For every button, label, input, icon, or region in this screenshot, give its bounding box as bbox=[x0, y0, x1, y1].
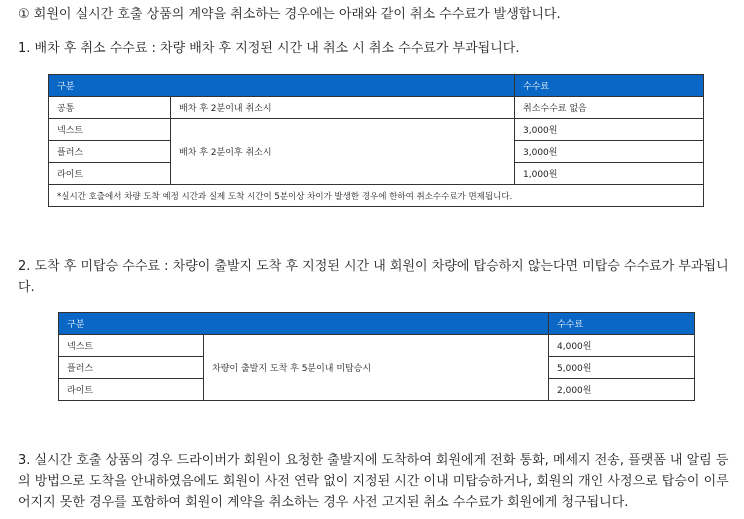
header-fee: 수수료 bbox=[515, 75, 704, 97]
row-name: 플러스 bbox=[49, 141, 171, 163]
row-condition: 배차 후 2분이후 취소시 bbox=[171, 119, 515, 185]
row-name: 플러스 bbox=[59, 357, 204, 379]
table-row bbox=[49, 97, 704, 119]
row-name: 넥스트 bbox=[49, 119, 171, 141]
row-fee: 2,000원 bbox=[549, 379, 695, 401]
row-fee: 4,000원 bbox=[549, 335, 695, 357]
row-fee: 1,000원 bbox=[515, 163, 704, 185]
header-category: 구분 bbox=[59, 313, 549, 335]
section1-heading: 1. 배차 후 취소 수수료 : 차량 배차 후 지정된 시간 내 취소 시 취소 수수료가 부과됩니다. bbox=[18, 41, 520, 56]
table-row bbox=[59, 335, 695, 357]
row-name: 라이트 bbox=[49, 163, 171, 185]
row-condition: 차량이 출발지 도착 후 5분이내 미탑승시 bbox=[204, 335, 549, 401]
intro-text: ① 회원이 실시간 호출 상품의 계약을 취소하는 경우에는 아래와 같이 취소 수수료가 발생합니다. bbox=[18, 7, 561, 22]
header-category: 구분 bbox=[49, 75, 515, 97]
no-show-fee-table bbox=[58, 312, 695, 401]
table-note: *실시간 호출에서 차량 도착 예정 시간과 실제 도착 시간이 5분이상 차이가 발생한 경우에 한하여 취소수수료가 면제됩니다. bbox=[49, 185, 704, 207]
row-name: 라이트 bbox=[59, 379, 204, 401]
row-condition: 배차 후 2분이내 취소시 bbox=[171, 97, 515, 119]
row-name: 넥스트 bbox=[59, 335, 204, 357]
table-header-row bbox=[59, 313, 695, 335]
row-fee: 3,000원 bbox=[515, 119, 704, 141]
header-fee: 수수료 bbox=[549, 313, 695, 335]
row-fee: 5,000원 bbox=[549, 357, 695, 379]
row-fee: 취소수수료 없음 bbox=[515, 97, 704, 119]
table-header-row bbox=[49, 75, 704, 97]
section3-text: 3. 실시간 호출 상품의 경우 드라이버가 회원이 요청한 출발지에 도착하여 회원에게 전화 통화, 메세지 전송, 플랫폼 내 알림 등의 방법으로 도착을 안내하였음에도 회원이 사전 연락 없이 지정된 시간 이내 미탑승하거나, 회원의 개인 사정으로 탑승이 이루어지지 못한 경우를 포함하여 회원이 계약을 취소하는 경우 사전 고지된 취소 수수료가 회원에게 청구됩니다. bbox=[18, 453, 729, 510]
cancellation-fee-table bbox=[48, 74, 704, 207]
section2-heading: 2. 도착 후 미탑승 수수료 : 차량이 출발지 도착 후 지정된 시간 내 회원이 차량에 탑승하지 않는다면 미탑승 수수료가 부과됩니다. bbox=[18, 259, 729, 295]
row-name: 공통 bbox=[49, 97, 171, 119]
table-row bbox=[49, 119, 704, 141]
row-fee: 3,000원 bbox=[515, 141, 704, 163]
table-note-row bbox=[49, 185, 704, 207]
